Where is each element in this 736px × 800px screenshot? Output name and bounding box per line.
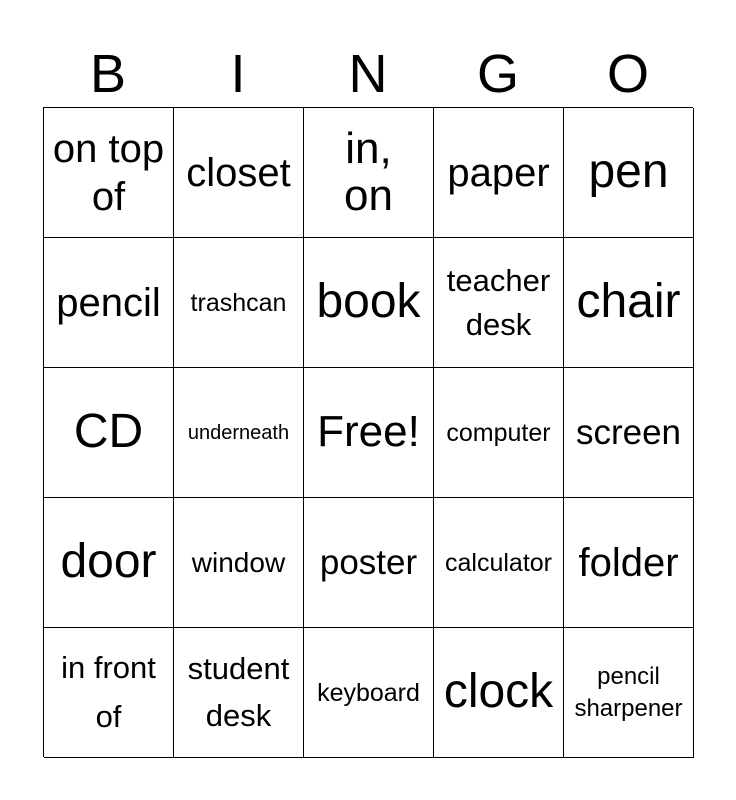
bingo-cell[interactable] (564, 498, 694, 628)
cell-label: underneath (187, 421, 290, 444)
bingo-cell[interactable] (44, 628, 174, 758)
cell-label: pencil sharpener (574, 663, 683, 722)
cell-label: window (191, 547, 286, 578)
cell-label: computer (446, 418, 551, 447)
bingo-cell[interactable] (174, 628, 304, 758)
cell-label: paper (447, 150, 550, 195)
cell-label: closet (186, 150, 291, 195)
bingo-cell[interactable] (434, 498, 564, 628)
cell-label: book (316, 275, 421, 329)
cell-label: poster (319, 542, 418, 582)
bingo-cell[interactable] (564, 368, 694, 498)
bingo-cell[interactable] (304, 628, 434, 758)
bingo-cell[interactable] (564, 238, 694, 368)
cell-label: CD (73, 405, 144, 459)
bingo-cell[interactable] (434, 238, 564, 368)
bingo-cell[interactable] (174, 498, 304, 628)
bingo-cell[interactable] (304, 238, 434, 368)
cell-label: folder (578, 540, 679, 585)
cell-label: teacher desk (446, 263, 551, 342)
header-letter-i: I (230, 44, 246, 104)
cell-label: in front of (61, 650, 156, 734)
bingo-cell[interactable] (44, 368, 174, 498)
header-letter-o: O (606, 44, 649, 104)
bingo-cell[interactable] (434, 108, 564, 238)
bingo-cell[interactable] (174, 108, 304, 238)
cell-label: pencil (56, 280, 161, 325)
bingo-header (43, 42, 693, 106)
bingo-cell[interactable] (564, 628, 694, 758)
header-letter-b: B (89, 44, 127, 104)
header-letter-g: G (476, 44, 519, 104)
cell-label: student desk (187, 651, 290, 733)
free-space-label: Free! (317, 407, 420, 457)
bingo-cell[interactable] (434, 628, 564, 758)
bingo-cell[interactable] (304, 498, 434, 628)
bingo-cell[interactable] (174, 238, 304, 368)
cell-label: calculator (445, 548, 552, 577)
bingo-cell[interactable] (434, 368, 564, 498)
bingo-cell[interactable] (44, 498, 174, 628)
bingo-cell[interactable] (304, 108, 434, 238)
cell-label: trashcan (190, 288, 287, 317)
bingo-cell free-space[interactable] (304, 368, 434, 498)
bingo-board (43, 107, 693, 757)
cell-label: on top of (52, 126, 165, 219)
bingo-cell[interactable] (174, 368, 304, 498)
cell-label: door (60, 535, 157, 589)
cell-label: keyboard (317, 678, 420, 707)
bingo-cell[interactable] (44, 238, 174, 368)
cell-label: chair (576, 275, 681, 329)
header-letter-n: N (348, 44, 388, 104)
cell-label: screen (575, 412, 682, 452)
cell-label: in, on (344, 124, 393, 220)
bingo-cell[interactable] (564, 108, 694, 238)
cell-label: pen (588, 145, 669, 199)
cell-label: clock (443, 665, 554, 719)
bingo-cell[interactable] (44, 108, 174, 238)
